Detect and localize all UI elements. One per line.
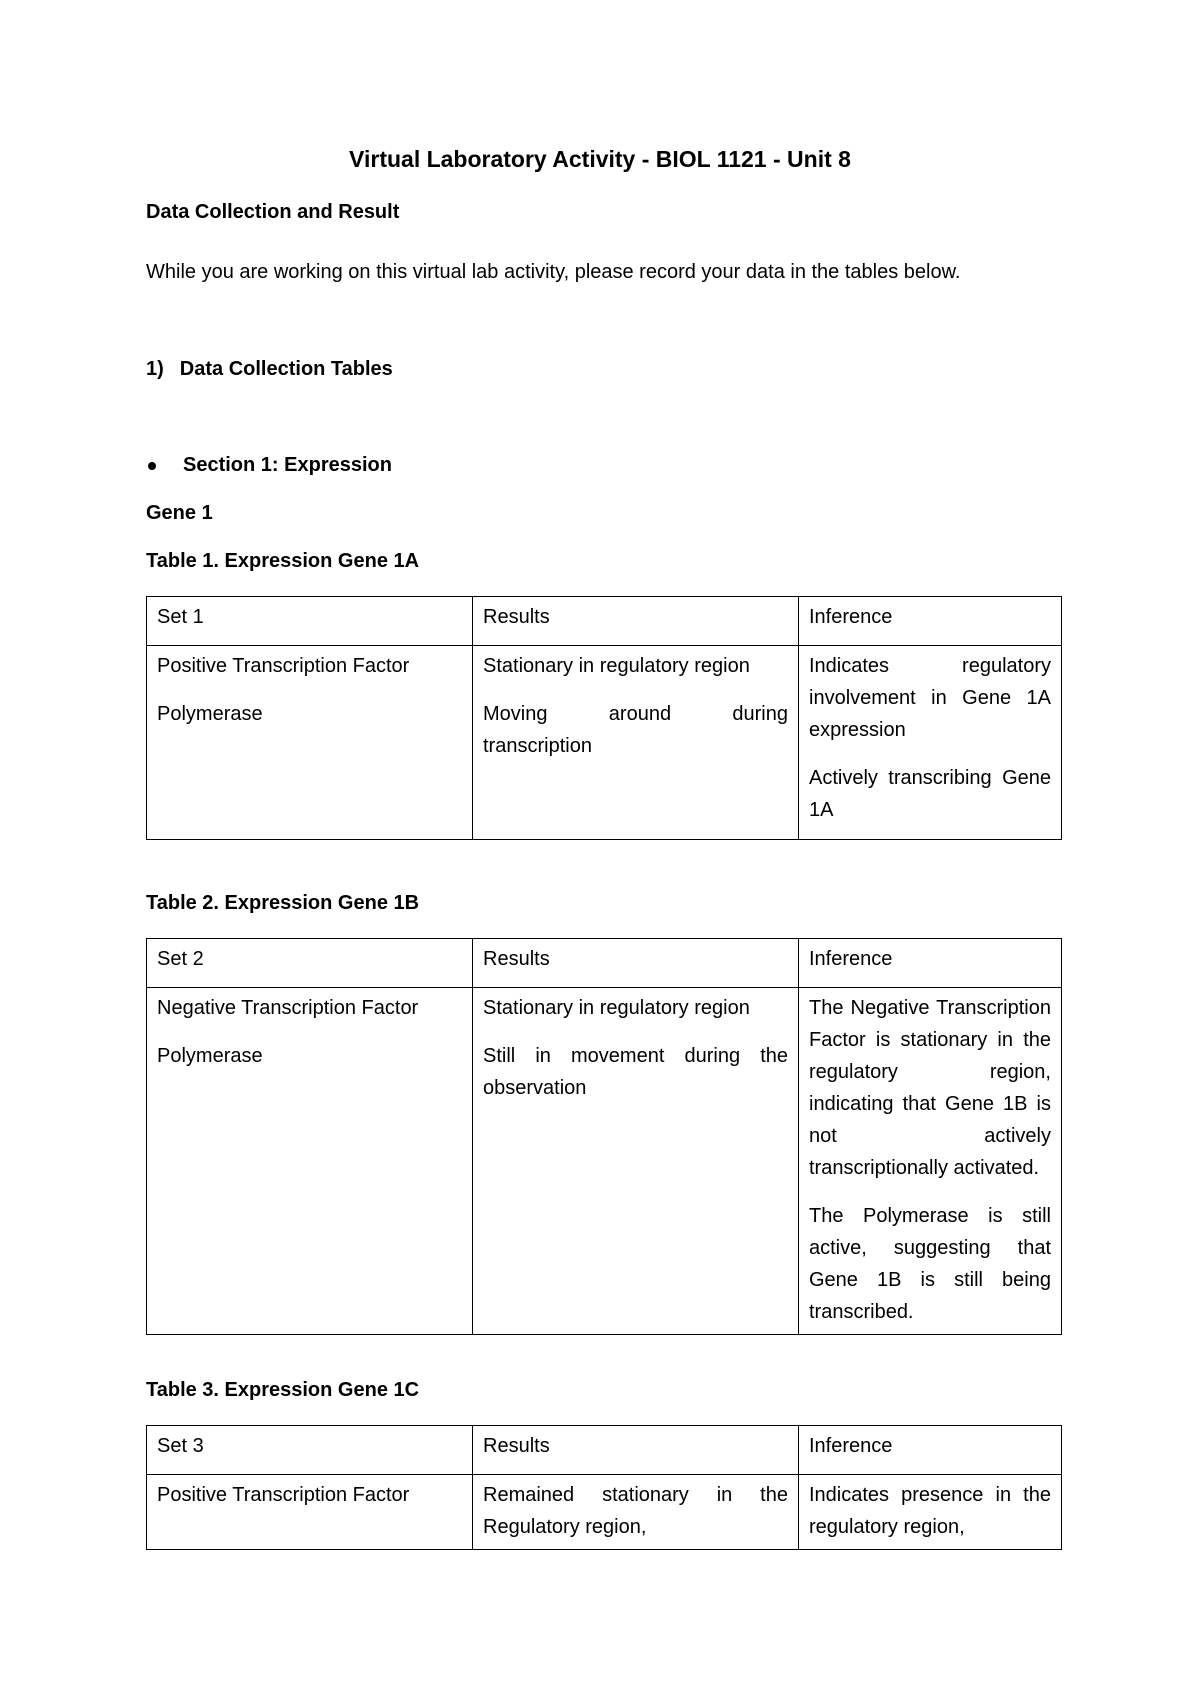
bullet-icon xyxy=(148,462,156,470)
table-header-cell: Results xyxy=(473,939,799,988)
table-cell xyxy=(473,988,799,1335)
cell-text: Indicates regulatory involvement in Gene 1A expression xyxy=(809,655,1051,741)
section-heading: Data Collection and Result xyxy=(146,201,400,223)
table3 xyxy=(146,1425,1062,1550)
table-header-cell: Results xyxy=(473,597,799,646)
table-cell xyxy=(473,1475,799,1550)
cell-text: Negative Transcription Factor xyxy=(157,997,419,1019)
cell-text: Positive Transcription Factor xyxy=(157,1484,410,1506)
gene-heading: Gene 1 xyxy=(146,502,213,524)
table-row xyxy=(147,1475,1062,1550)
table-header-row xyxy=(147,1426,1062,1475)
cell-text: Remained stationary in the Regulatory region, xyxy=(483,1484,788,1538)
numbered-heading-text: Data Collection Tables xyxy=(179,358,393,380)
table-row xyxy=(147,646,1062,840)
cell-text: Indicates presence in the regulatory region, xyxy=(809,1484,1051,1538)
table-row xyxy=(147,988,1062,1335)
table1-caption: Table 1. Expression Gene 1A xyxy=(146,550,420,572)
table3-caption: Table 3. Expression Gene 1C xyxy=(146,1379,420,1401)
cell-text: Stationary in regulatory region xyxy=(483,655,750,677)
table-header-row xyxy=(147,939,1062,988)
table2 xyxy=(146,938,1062,1335)
cell-text: Polymerase xyxy=(157,703,263,725)
table2-caption: Table 2. Expression Gene 1B xyxy=(146,892,420,914)
document-title: Virtual Laboratory Activity - BIOL 1121 - Unit 8 xyxy=(349,146,851,172)
table1 xyxy=(146,596,1062,840)
table-header-cell: Inference xyxy=(799,939,1062,988)
table-header-cell: Set 1 xyxy=(147,597,473,646)
table-cell xyxy=(147,646,473,840)
section-bullet-text: Section 1: Expression xyxy=(183,454,392,476)
table-header-cell: Set 2 xyxy=(147,939,473,988)
cell-text: Positive Transcription Factor xyxy=(157,655,410,677)
numbered-heading xyxy=(146,353,393,385)
cell-text: The Negative Transcription Factor is stationary in the regulatory region, indicating that Gene 1B is not actively transcriptionally activated. xyxy=(809,997,1051,1179)
numbered-heading-number: 1) xyxy=(146,358,164,380)
cell-text: Moving around during transcription xyxy=(483,703,788,757)
table-header-row xyxy=(147,597,1062,646)
table-header-cell: Inference xyxy=(799,597,1062,646)
cell-text: The Polymerase is still active, suggesting that Gene 1B is still being transcribed. xyxy=(809,1205,1051,1323)
table-cell xyxy=(799,1475,1062,1550)
cell-text: Still in movement during the observation xyxy=(483,1045,788,1099)
table-header-cell: Set 3 xyxy=(147,1426,473,1475)
table-cell xyxy=(147,988,473,1335)
table-cell xyxy=(799,646,1062,840)
cell-text: Polymerase xyxy=(157,1045,263,1067)
table-cell xyxy=(147,1475,473,1550)
intro-paragraph: While you are working on this virtual lab activity, please record your data in the tables below. xyxy=(146,261,961,283)
cell-text: Stationary in regulatory region xyxy=(483,997,750,1019)
cell-text: Actively transcribing Gene 1A xyxy=(809,767,1051,821)
table-cell xyxy=(473,646,799,840)
table-header-cell: Inference xyxy=(799,1426,1062,1475)
table-header-cell: Results xyxy=(473,1426,799,1475)
table-cell xyxy=(799,988,1062,1335)
